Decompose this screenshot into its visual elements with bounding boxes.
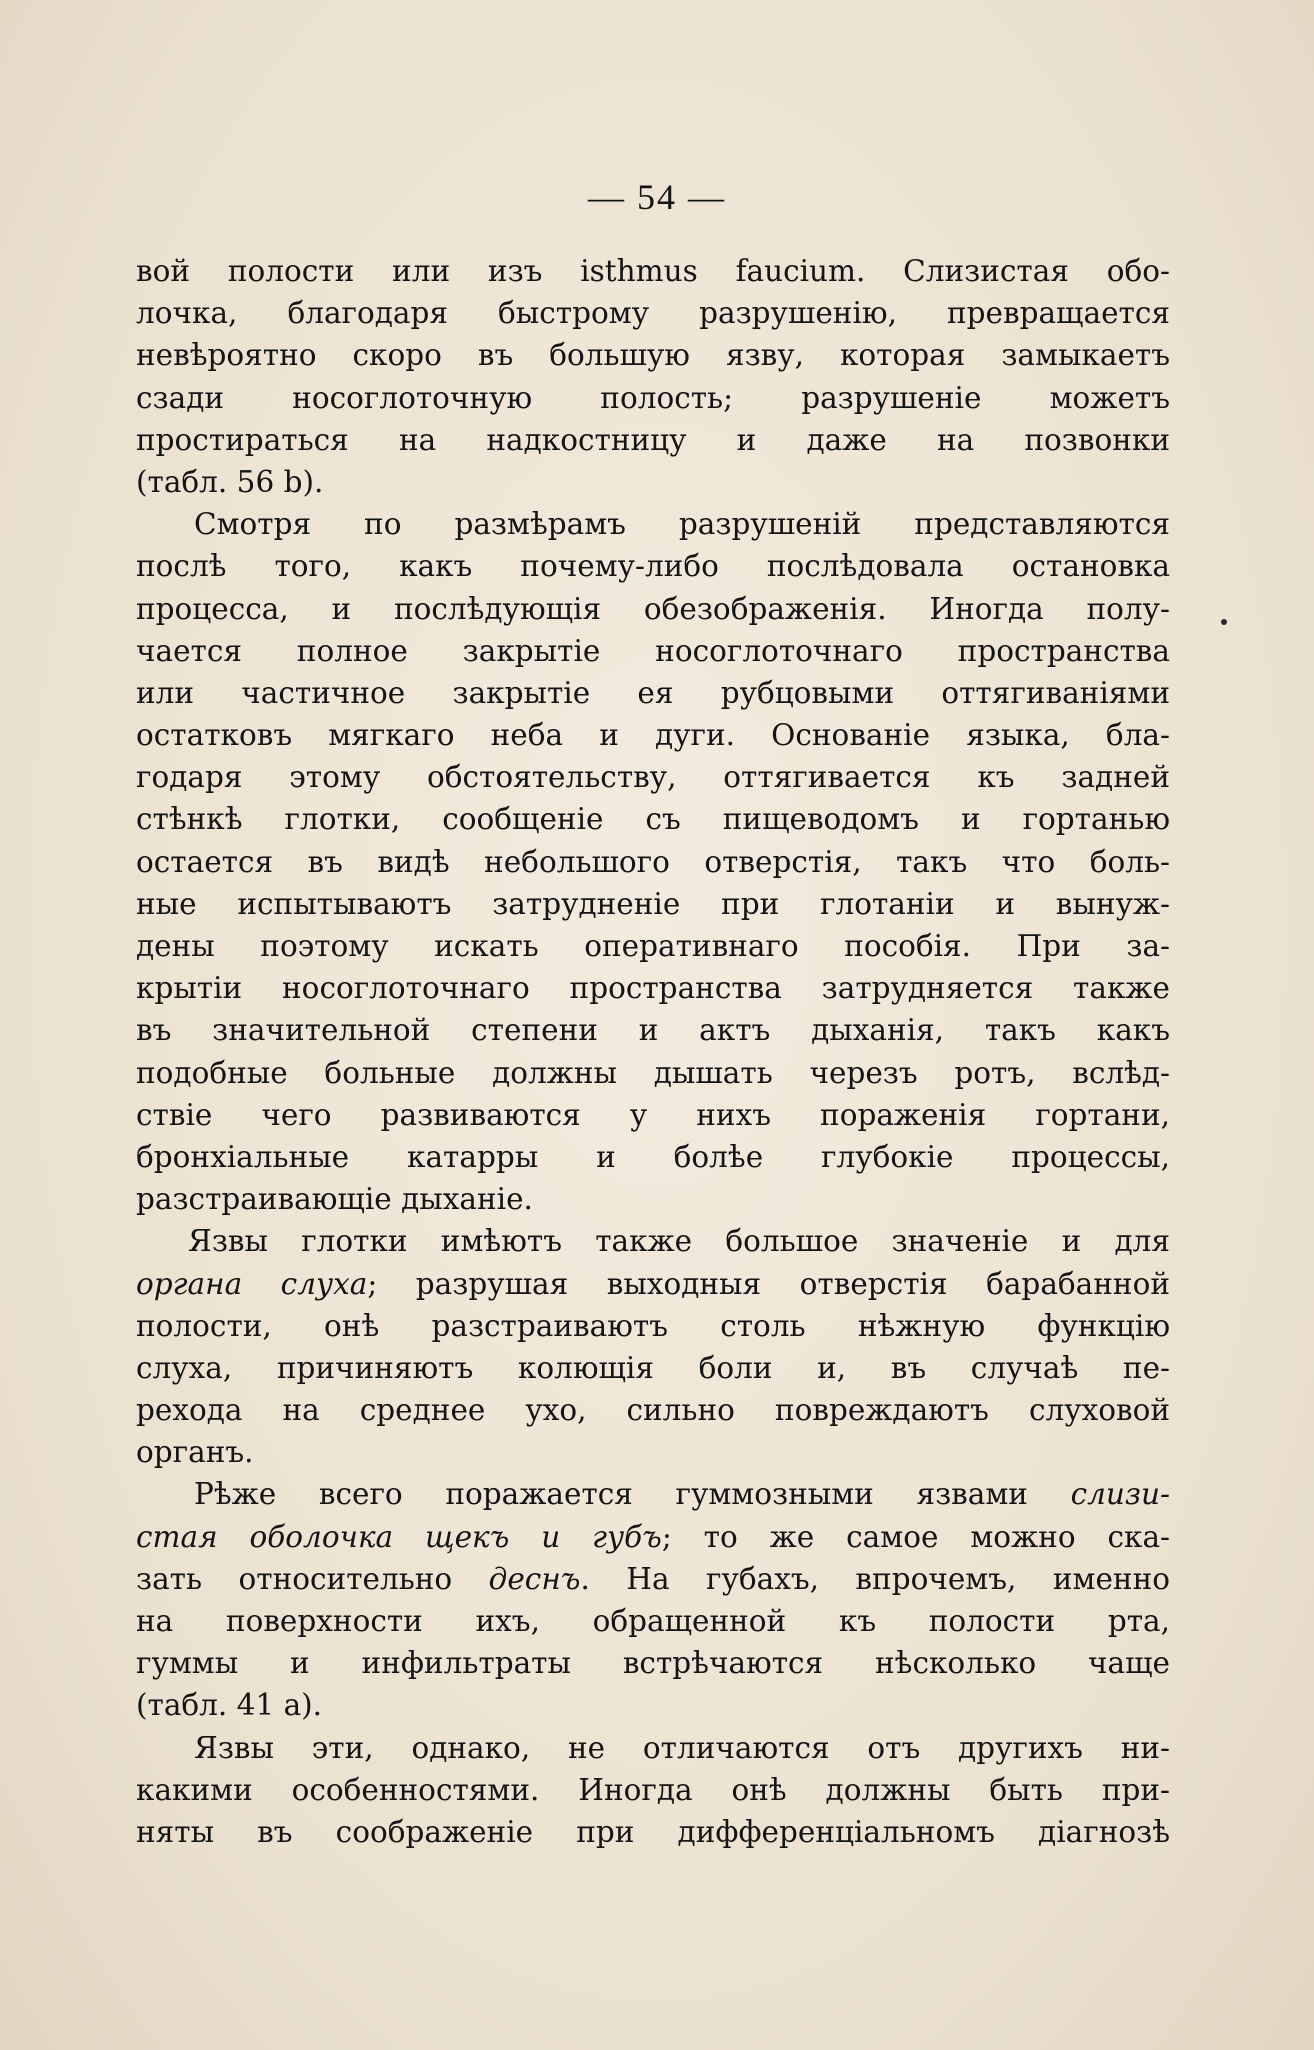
text-line-with-italic (136, 1558, 1170, 1600)
paragraph-5 (136, 1727, 1170, 1854)
text-line: Смотря по размѣрамъ разрушеній представляются (194, 507, 1170, 542)
text-line: остатковъ мягкаго неба и дуги. Основаніе языка, бла- (136, 718, 1170, 753)
paragraph-1 (136, 250, 1170, 503)
text-line: невѣроятно скоро въ большую язву, которая замыкаетъ (136, 338, 1170, 373)
italic-phrase: слизи- (1070, 1477, 1170, 1512)
text-line: дены поэтому искать оперативнаго пособія. При за- (136, 929, 1170, 963)
text-line: гуммы и инфильтраты встрѣчаются нѣсколько чаще (136, 1646, 1170, 1681)
text-line: сзади носоглоточную полость; разрушеніе можетъ (136, 380, 1170, 415)
italic-phrase: стая оболочка щекъ и губъ (136, 1519, 662, 1554)
text-line: простираться на надкостницу и даже на позвонки (136, 422, 1170, 457)
paragraph-4 (136, 1473, 1170, 1726)
text-line: (табл. 56 b). (136, 464, 324, 499)
text-line: ные испытываютъ затрудненіе при глотаніи и вынуж- (136, 886, 1170, 921)
ink-speck (1221, 619, 1227, 625)
text-line: бронхіальные катарры и болѣе глубокіе процессы, (136, 1139, 1170, 1174)
text-line: (табл. 41 а). (136, 1688, 323, 1723)
text-line: слуха, причиняютъ колющія боли и, въ случаѣ пе- (136, 1350, 1170, 1385)
text-line: годаря этому обстоятельству, оттягивается къ задней (136, 760, 1170, 795)
page-body (136, 250, 1170, 1853)
text-line-with-italic (136, 1516, 1170, 1558)
text-line: какими особенностями. Иногда онѣ должны быть при- (136, 1772, 1170, 1807)
text-line: чается полное закрытіе носоглоточнаго пространства (136, 633, 1170, 668)
text-line-with-italic (136, 1473, 1170, 1515)
text-line: Язвы эти, однако, не отличаются отъ другихъ ни- (194, 1730, 1170, 1765)
text-line: лочка, благодаря быстрому разрушенію, превращается (136, 296, 1170, 331)
text-line: Язвы глотки имѣютъ также большое значеніе и для (188, 1224, 1170, 1259)
text-line: ствіе чего развиваются у нихъ пораженія гортани, (136, 1097, 1170, 1132)
text-fragment: зать относительно (136, 1561, 489, 1596)
paragraph-3 (136, 1220, 1170, 1473)
text-line: въ значительной степени и актъ дыханія, такъ какъ (136, 1013, 1170, 1048)
text-line: органъ. (136, 1435, 254, 1470)
text-line: стѣнкѣ глотки, сообщеніе съ пищеводомъ и гортанью (136, 802, 1170, 837)
text-line: остается въ видѣ небольшого отверстія, такъ что боль- (136, 844, 1170, 879)
text-line: вой полости или изъ isthmus faucium. Слизистая обо- (136, 254, 1170, 288)
text-line: послѣ того, какъ почему-либо послѣдовала остановка (136, 549, 1170, 584)
text-line: няты въ соображеніе при дифференціальномъ діагнозѣ (136, 1814, 1170, 1849)
text-line: на поверхности ихъ, обращенной къ полости рта, (136, 1604, 1170, 1638)
text-line: разстраивающіе дыханіе. (136, 1182, 533, 1217)
text-line: полости, онѣ разстраиваютъ столь нѣжную функцію (136, 1308, 1170, 1343)
page-number: — 54 — (588, 177, 726, 217)
text-fragment: Рѣже всего поражается гуммозными язвами (194, 1477, 1071, 1512)
text-line: рехода на среднее ухо, сильно повреждаютъ слуховой (136, 1393, 1170, 1428)
italic-phrase: органа слуха (136, 1266, 368, 1301)
paragraph-2 (136, 503, 1170, 1220)
text-line: или частичное закрытіе ея рубцовыми оттягиваніями (136, 675, 1170, 710)
text-line: подобные больные должны дышать черезъ ротъ, вслѣд- (136, 1055, 1170, 1090)
text-line: процесса, и послѣдующія обезображенія. Иногда полу- (136, 591, 1170, 626)
text-fragment: ; то же самое можно ска- (661, 1519, 1170, 1554)
text-fragment: ; разрушая выходныя отверстія барабанной (367, 1266, 1170, 1301)
text-fragment: . На губахъ, впрочемъ, именно (580, 1561, 1170, 1596)
italic-phrase: деснъ (488, 1561, 581, 1596)
text-line: крытіи носоглоточнаго пространства затрудняется также (136, 971, 1170, 1006)
text-line-with-italic (136, 1263, 1170, 1305)
